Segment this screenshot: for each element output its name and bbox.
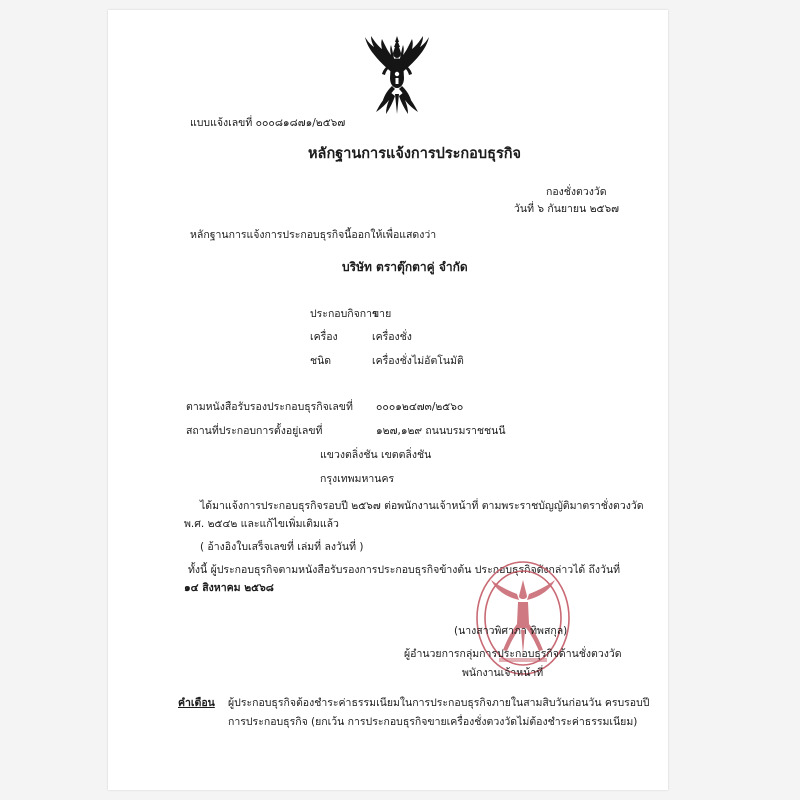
warning-label: คำเตือน	[178, 697, 215, 709]
signatory-name: (นางสาวพิศาภา ทิพสกุล)	[454, 625, 568, 637]
issuing-division: กองชั่งตวงวัด	[546, 186, 607, 198]
signatory-role: พนักงานเจ้าหน้าที่	[462, 667, 544, 679]
issue-date: วันที่ ๖ กันยายน ๒๕๖๗	[514, 203, 620, 215]
intro-text: หลักฐานการแจ้งการประกอบธุรกิจนี้ออกให้เพื่อแสดงว่า	[190, 229, 437, 241]
form-number: แบบแจ้งเลขที่ ๐๐๐๘๑๘๗๑/๒๕๖๗	[190, 117, 346, 129]
page-title: หลักฐานการแจ้งการประกอบธุรกิจ	[308, 146, 522, 162]
warning-line-2: การประกอบธุรกิจ (ยกเว้น การประกอบธุรกิจขายเครื่องชั่งตวงวัดไม่ต้องชำระค่าธรรมเนียม)	[228, 716, 638, 728]
expiry-date: ๑๔ สิงหาคม ๒๕๖๘	[184, 582, 274, 594]
address-line-1: ๑๒๗,๑๒๙ ถนนบรมราชชนนี	[376, 425, 506, 437]
license-label: ตามหนังสือรับรองประกอบธุรกิจเลขที่	[186, 401, 353, 413]
license-number: ๐๐๐๑๒๔๗๓/๒๕๖๐	[376, 401, 464, 413]
address-line-3: กรุงเทพมหานคร	[320, 473, 395, 485]
detail-label-type: ชนิด	[310, 355, 332, 367]
address-line-2: แขวงตลิ่งชัน เขตตลิ่งชัน	[320, 449, 432, 461]
company-name: บริษัท ตราตุ๊กตาคู่ จำกัด	[342, 260, 468, 274]
detail-value-business: ขาย	[372, 308, 392, 320]
receipt-reference: ( อ้างอิงใบเสร็จเลขที่ เล่มที่ ลงวันที่ )	[200, 541, 364, 553]
warning-line-1: ผู้ประกอบธุรกิจต้องชำระค่าธรรมเนียมในการประกอบธุรกิจภายในสามสิบวันก่อนวัน ครบรอบปี	[228, 697, 650, 709]
detail-label-device: เครื่อง	[310, 331, 338, 343]
detail-label-business: ประกอบกิจการ	[310, 308, 378, 320]
body-paragraph-1-line-2: พ.ศ. ๒๕๔๒ และแก้ไขเพิ่มเติมแล้ว	[184, 518, 339, 530]
body-paragraph-2-line-1: ทั้งนี้ ผู้ประกอบธุรกิจตามหนังสือรับรองการประกอบธุรกิจข้างต้น ประกอบธุรกิจดังกล่าวได้ ถึงวันที่	[188, 564, 621, 576]
detail-value-device: เครื่องชั่ง	[372, 331, 412, 343]
address-label: สถานที่ประกอบการตั้งอยู่เลขที่	[186, 425, 323, 437]
signatory-position: ผู้อำนวยการกลุ่มการประกอบธุรกิจด้านชั่งตวงวัด	[404, 648, 622, 660]
garuda-emblem-icon	[358, 34, 436, 116]
detail-value-type: เครื่องชั่งไม่อัตโนมัติ	[372, 355, 464, 367]
certificate-page	[108, 10, 668, 790]
body-paragraph-1-line-1: ได้มาแจ้งการประกอบธุรกิจรอบปี ๒๕๖๗ ต่อพนักงานเจ้าหน้าที่ ตามพระราชบัญญัติมาตราชั่งตวงวัด	[200, 500, 644, 512]
